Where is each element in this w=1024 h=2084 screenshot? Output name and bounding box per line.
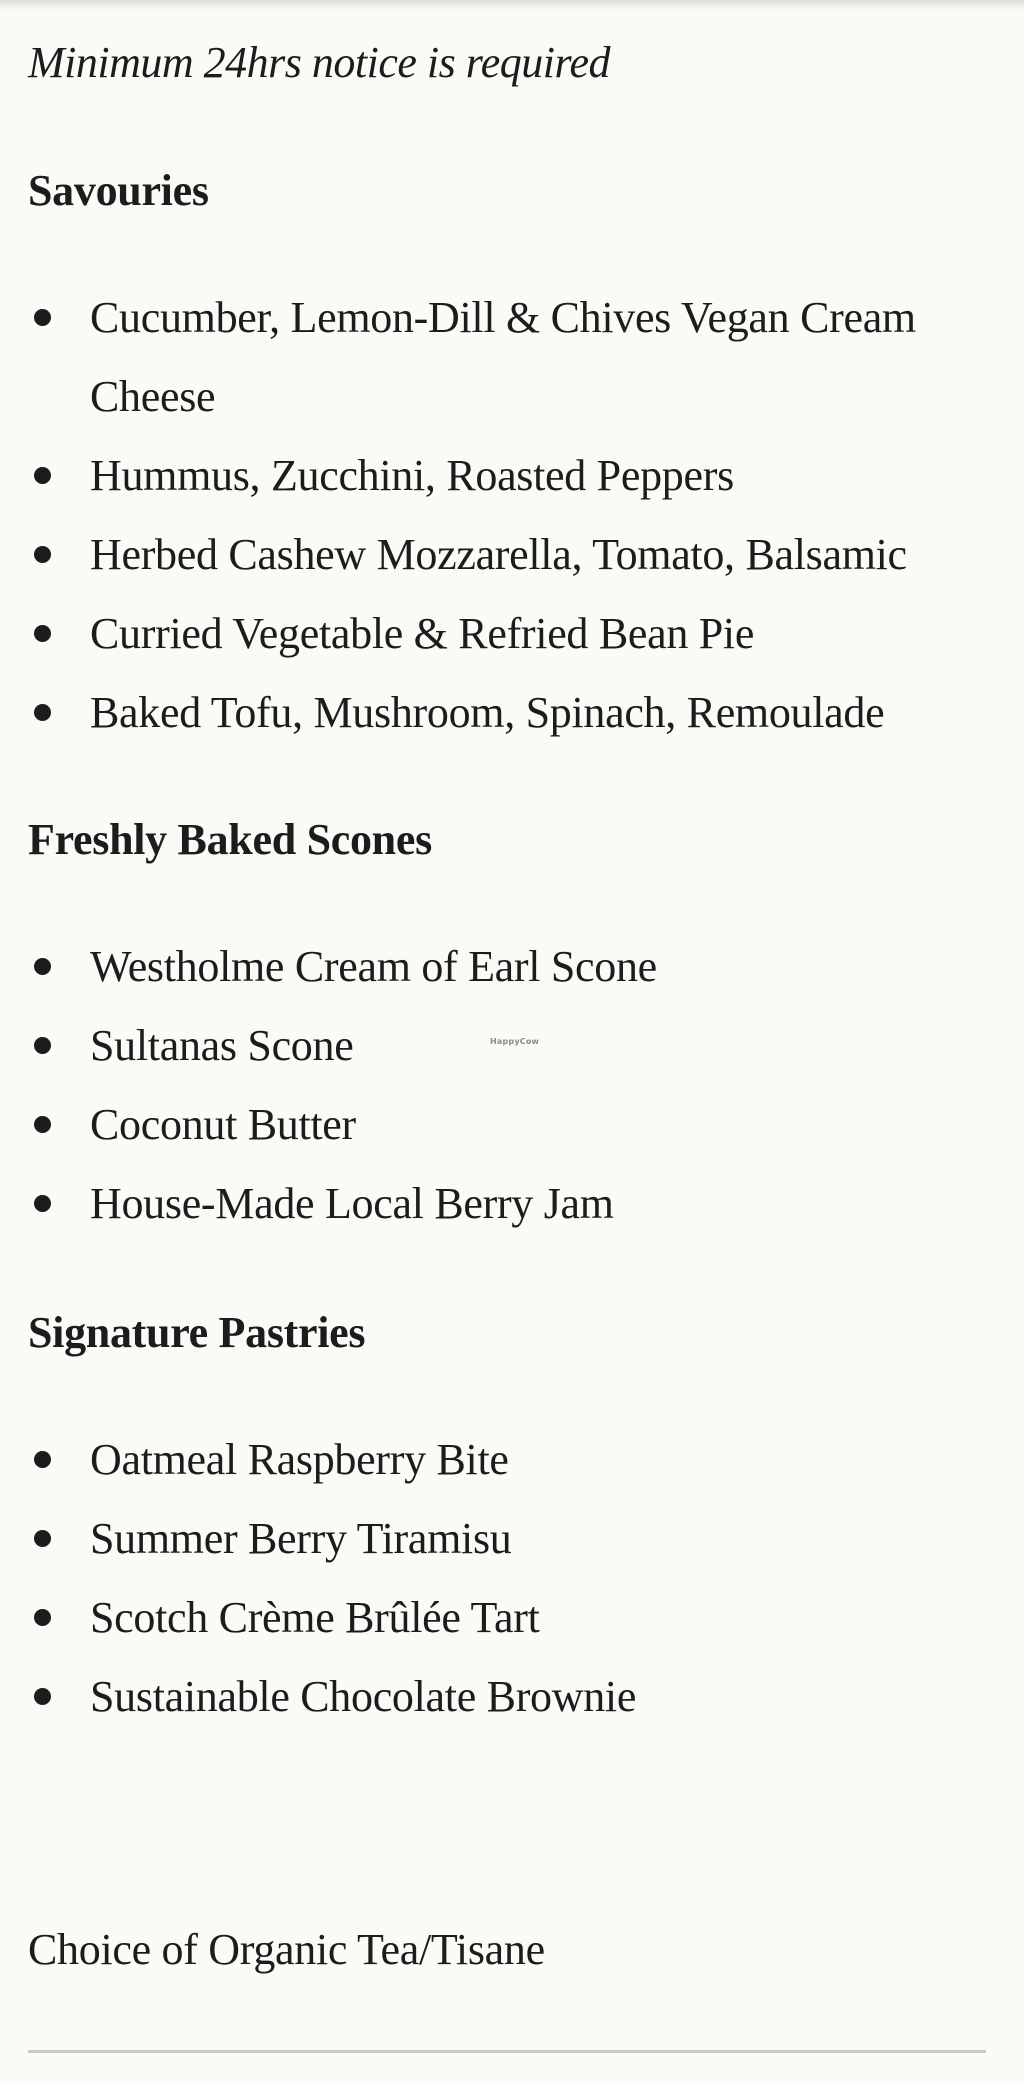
bullet-icon (34, 1688, 51, 1705)
list-item (28, 515, 928, 594)
list-item (28, 594, 928, 673)
bullet-icon (34, 625, 51, 642)
bullet-icon (34, 1195, 51, 1212)
list-item-label: Coconut Butter (90, 1100, 356, 1149)
bullet-icon (34, 546, 51, 563)
top-shadow (0, 0, 1024, 10)
list-item (28, 673, 928, 752)
bullet-icon (34, 1530, 51, 1547)
bullet-icon (34, 704, 51, 721)
list-item-label: Herbed Cashew Mozzarella, Tomato, Balsamic (90, 530, 907, 579)
bullet-icon (34, 1116, 51, 1133)
list-item-label: Sustainable Chocolate Brownie (90, 1672, 637, 1721)
list-item (28, 436, 928, 515)
bullet-icon (34, 467, 51, 484)
happycow-watermark: HappyCow (490, 1037, 540, 1046)
list-item-label: Oatmeal Raspberry Bite (90, 1435, 509, 1484)
notice-text: Minimum 24hrs notice is required (28, 38, 611, 87)
list-item-label: Hummus, Zucchini, Roasted Peppers (90, 451, 734, 500)
list-item-label: House-Made Local Berry Jam (90, 1179, 614, 1228)
list-item-label: Cucumber, Lemon-Dill & Chives Vegan Cream Cheese (90, 293, 916, 421)
list-item (28, 1164, 988, 1243)
list-item (28, 1420, 988, 1499)
list-item (28, 1657, 988, 1736)
list-item-label: Sultanas Scone (90, 1021, 354, 1070)
bullet-icon (34, 1609, 51, 1626)
divider (28, 2050, 986, 2053)
bullet-icon (34, 958, 51, 975)
bullet-icon (34, 1451, 51, 1468)
list-item (28, 927, 988, 1006)
list-item (28, 1085, 988, 1164)
savouries-list (28, 278, 928, 752)
section-heading-pastries: Signature Pastries (28, 1308, 366, 1357)
list-item-label: Baked Tofu, Mushroom, Spinach, Remoulade (90, 688, 885, 737)
bullet-icon (34, 1037, 51, 1054)
scones-list (28, 927, 988, 1243)
pastries-list (28, 1420, 988, 1736)
list-item (28, 1578, 988, 1657)
section-heading-scones: Freshly Baked Scones (28, 815, 432, 864)
list-item-label: Scotch Crème Brûlée Tart (90, 1593, 540, 1642)
bullet-icon (34, 309, 51, 326)
list-item-label: Westholme Cream of Earl Scone (90, 942, 657, 991)
list-item (28, 1499, 988, 1578)
list-item-label: Curried Vegetable & Refried Bean Pie (90, 609, 755, 658)
list-item (28, 278, 928, 436)
list-item-label: Summer Berry Tiramisu (90, 1514, 512, 1563)
tea-choice-text: Choice of Organic Tea/Tisane (28, 1925, 545, 1974)
section-heading-savouries: Savouries (28, 166, 209, 215)
